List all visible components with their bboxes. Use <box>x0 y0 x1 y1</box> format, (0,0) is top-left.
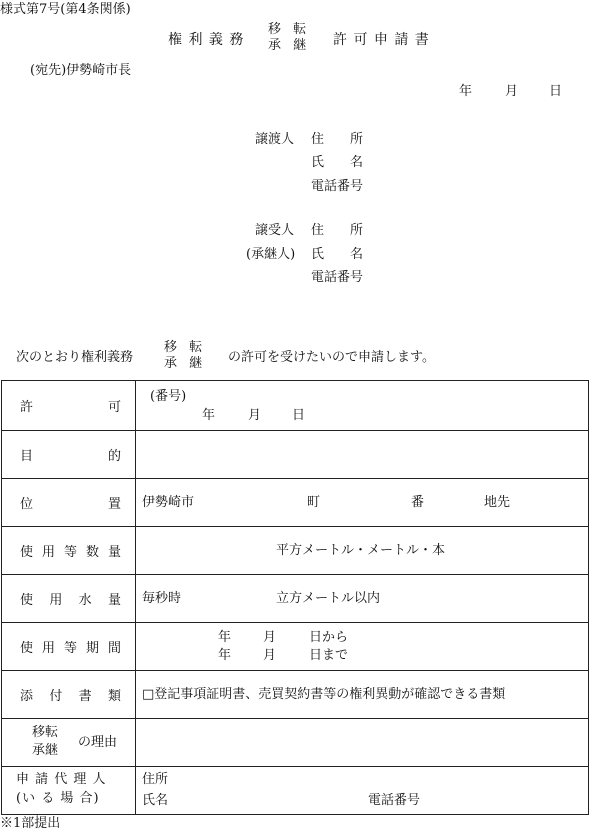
agent-label <box>2 767 136 815</box>
permit-value[interactable] <box>136 381 589 431</box>
transferee-phone-label: 電話番号 <box>311 270 364 285</box>
title-stack <box>268 22 310 55</box>
purpose-value[interactable] <box>136 431 589 479</box>
title-upper: 移 転 <box>268 22 311 37</box>
location-chisaki: 地先 <box>484 495 511 510</box>
row-location <box>2 479 589 527</box>
statement-suffix: の許可を受けたいので申請します。 <box>228 350 435 365</box>
attachments-value[interactable] <box>136 671 589 719</box>
period-to-day: 日まで <box>309 648 349 663</box>
usage-amount-value[interactable] <box>136 527 589 575</box>
period-from-year: 年 <box>218 630 232 645</box>
agent-label-line2: (い る 場 合) <box>16 791 100 806</box>
title-right: 許 可 申 請 書 <box>333 32 430 48</box>
usage-amount-units: 平方メートル・メートル・本 <box>276 543 446 558</box>
permit-label: 許 可 <box>2 381 136 431</box>
statement-stack <box>164 340 206 373</box>
statement-prefix: 次のとおり権利義務 <box>16 350 134 365</box>
row-reason <box>2 719 589 767</box>
attachments-checkbox-text[interactable]: □登記事項証明書、売買契約書等の権利異動が確認できる書類 <box>142 687 506 702</box>
row-agent <box>2 767 589 815</box>
reason-stack: 移転 承継 <box>32 725 59 758</box>
transferor-address-label: 住 所 <box>311 132 364 147</box>
reason-suffix: の理由 <box>78 735 118 750</box>
row-purpose <box>2 431 589 479</box>
permit-month: 月 <box>248 408 262 423</box>
row-attachments <box>2 671 589 719</box>
permit-year: 年 <box>202 408 216 423</box>
location-town: 町 <box>307 495 321 510</box>
usage-period-value[interactable] <box>136 623 589 671</box>
period-to-year: 年 <box>218 648 232 663</box>
usage-amount-label: 使 用 等 数 量 <box>2 527 136 575</box>
transferor-role: 譲渡人 <box>255 132 295 147</box>
water-amount-unit: 立方メートル以内 <box>276 591 381 606</box>
transferee-role: 譲受人 <box>255 223 295 238</box>
statement-lower: 承 継 <box>164 356 207 372</box>
location-label: 位 置 <box>2 479 136 527</box>
usage-period-label: 使 用 等 期 間 <box>2 623 136 671</box>
water-amount-label: 使 用 水 量 <box>2 575 136 623</box>
title-left: 権 利 義 務 <box>168 32 245 48</box>
location-ban: 番 <box>411 495 425 510</box>
transferor-name-label: 氏 名 <box>311 155 364 170</box>
row-usage-period <box>2 623 589 671</box>
location-value[interactable] <box>136 479 589 527</box>
row-usage-amount <box>2 527 589 575</box>
agent-name-label: 氏名 <box>142 793 169 808</box>
title-lower: 承 継 <box>268 38 311 54</box>
statement-upper: 移 転 <box>164 340 207 355</box>
reason-value[interactable] <box>136 719 589 767</box>
location-city: 伊勢崎市 <box>142 495 195 510</box>
agent-address-label: 住所 <box>142 772 169 787</box>
date-month-label: 月 <box>505 84 519 99</box>
reason-label <box>2 719 136 767</box>
permit-number-label: (番号) <box>150 389 187 404</box>
form-number: 様式第7号(第4条関係) <box>0 2 131 17</box>
period-to-month: 月 <box>263 648 277 663</box>
agent-value[interactable] <box>136 767 589 815</box>
transferee-role-alt: (承継人) <box>246 247 296 262</box>
addressee: (宛先)伊勢崎市長 <box>30 63 132 78</box>
footer-note: ※1部提出 <box>0 816 61 831</box>
date-day-label: 日 <box>549 84 563 99</box>
period-from-month: 月 <box>263 630 277 645</box>
attachments-label: 添 付 書 類 <box>2 671 136 719</box>
permit-day: 日 <box>292 408 306 423</box>
transferee-name-label: 氏 名 <box>311 247 364 262</box>
transferor-phone-label: 電話番号 <box>311 179 364 194</box>
agent-label-line1: 申 請 代 理 人 <box>16 772 107 787</box>
purpose-label: 目 的 <box>2 431 136 479</box>
water-amount-prefix: 毎秒時 <box>142 591 182 606</box>
row-permit <box>2 381 589 431</box>
period-from-day: 日から <box>309 630 349 645</box>
transferee-address-label: 住 所 <box>311 223 364 238</box>
application-table <box>1 380 589 815</box>
row-water-amount <box>2 575 589 623</box>
date-year-label: 年 <box>459 84 473 99</box>
water-amount-value[interactable] <box>136 575 589 623</box>
agent-phone-label: 電話番号 <box>368 793 421 808</box>
